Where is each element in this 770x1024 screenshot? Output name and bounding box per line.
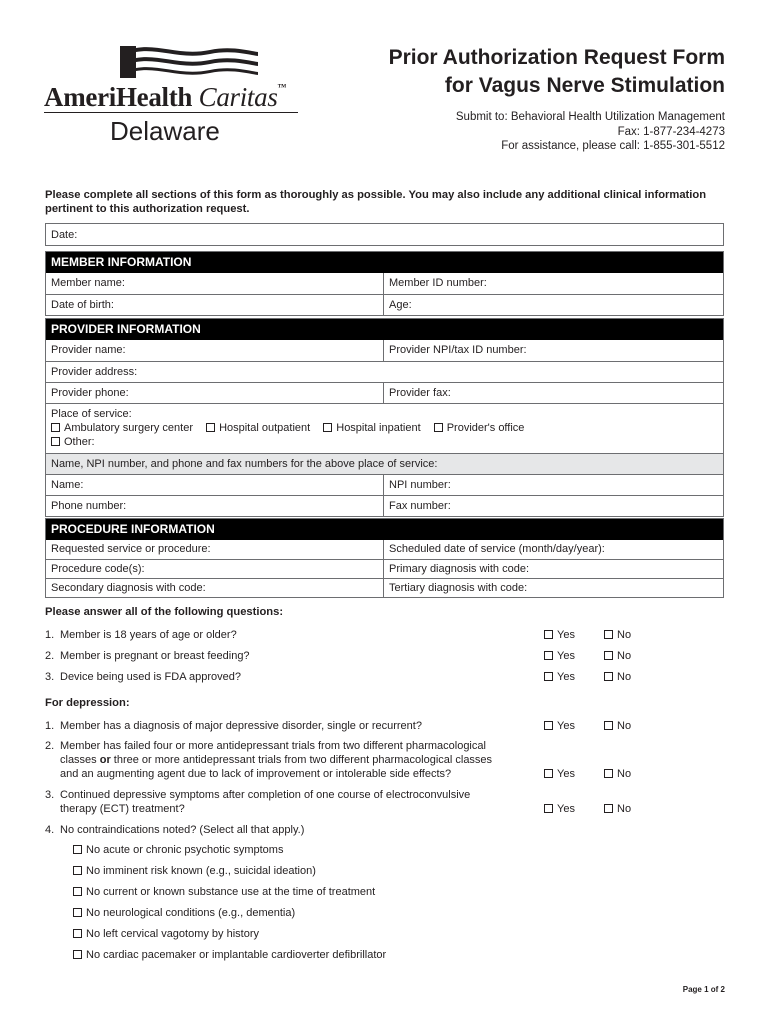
depression-question-1: 1. Member has a diagnosis of major depressive disorder, single or recurrent?: [45, 720, 422, 732]
fax-text: Fax: 1-877-234-4273: [617, 125, 725, 138]
assistance-text: For assistance, please call: 1-855-301-5512: [501, 140, 725, 152]
form-title-line1: Prior Authorization Request Form: [388, 46, 725, 69]
checkbox[interactable]: [73, 866, 82, 875]
contraindication-option[interactable]: No current or known substance use at the time of treatment: [73, 885, 375, 899]
checkbox[interactable]: [51, 437, 60, 446]
place-name-field[interactable]: Name:: [46, 475, 384, 495]
secondary-diagnosis-field[interactable]: Secondary diagnosis with code:: [46, 579, 384, 597]
checkbox[interactable]: [51, 423, 60, 432]
requested-service-field[interactable]: Requested service or procedure:: [46, 540, 384, 559]
submission-info: [389, 110, 725, 154]
member-name-field[interactable]: Member name:: [46, 273, 384, 294]
option-other[interactable]: Other:: [46, 435, 723, 449]
option-hospital-inpatient[interactable]: Hospital inpatient: [323, 421, 420, 435]
contraindication-option[interactable]: No left cervical vagotomy by history: [73, 927, 259, 941]
place-phone-field[interactable]: Phone number:: [46, 496, 384, 516]
checkbox[interactable]: [544, 672, 553, 681]
dep1-no[interactable]: No: [604, 719, 631, 733]
place-npi-field[interactable]: NPI number:: [389, 479, 451, 491]
depression-question-4: 4. No contraindications noted? (Select all that apply.): [45, 824, 305, 836]
checkbox[interactable]: [73, 950, 82, 959]
question-2: 2. Member is pregnant or breast feeding?: [45, 650, 250, 662]
date-field[interactable]: [45, 223, 724, 246]
age-field[interactable]: Age:: [389, 299, 412, 311]
place-details-label: Name, NPI number, and phone and fax numbers for the above place of service:: [51, 458, 438, 470]
dep2-yes[interactable]: Yes: [544, 767, 575, 781]
member-information-section: [45, 251, 724, 316]
form-title-line2: for Vagus Nerve Stimulation: [444, 74, 725, 97]
provider-address-field[interactable]: Provider address:: [51, 366, 138, 378]
q1-no[interactable]: No: [604, 628, 631, 642]
date-label: Date:: [51, 229, 78, 241]
place-of-service-label: Place of service:: [51, 408, 132, 420]
question-1: 1. Member is 18 years of age or older?: [45, 629, 237, 641]
checkbox[interactable]: [604, 804, 613, 813]
provider-name-field[interactable]: Provider name:: [46, 340, 384, 361]
checkbox[interactable]: [73, 929, 82, 938]
q3-no[interactable]: No: [604, 670, 631, 684]
contraindication-option[interactable]: No acute or chronic psychotic symptoms: [73, 843, 283, 857]
tertiary-diagnosis-field[interactable]: Tertiary diagnosis with code:: [389, 582, 528, 594]
intro-instructions: Please complete all sections of this form as thoroughly as possible. You may also include any additional clinical information pertinent to this authorization request.: [45, 189, 707, 215]
contraindication-option[interactable]: No imminent risk known (e.g., suicidal ideation): [73, 864, 316, 878]
option-hospital-outpatient[interactable]: Hospital outpatient: [206, 421, 310, 435]
checkbox[interactable]: [323, 423, 332, 432]
procedure-information-section: [45, 518, 724, 598]
checkbox[interactable]: [604, 672, 613, 681]
provider-phone-field[interactable]: Provider phone:: [46, 383, 384, 403]
checkbox[interactable]: [73, 908, 82, 917]
checkbox[interactable]: [604, 769, 613, 778]
provider-fax-field[interactable]: Provider fax:: [389, 387, 451, 399]
amerihealth-caritas-logo: [44, 44, 306, 148]
scheduled-date-field[interactable]: Scheduled date of service (month/day/year):: [389, 543, 605, 555]
q2-no[interactable]: No: [604, 649, 631, 663]
depression-heading: For depression:: [45, 697, 130, 709]
date-of-birth-field[interactable]: Date of birth:: [46, 295, 384, 315]
depression-question-3: 3. Continued depressive symptoms after completion of one course of electroconvulsive therapy (ECT) treatment?: [45, 789, 471, 815]
q3-yes[interactable]: Yes: [544, 670, 575, 684]
procedure-code-field[interactable]: Procedure code(s):: [46, 560, 384, 578]
checkbox[interactable]: [544, 651, 553, 660]
place-fax-field[interactable]: Fax number:: [389, 500, 451, 512]
procedure-section-heading: PROCEDURE INFORMATION: [46, 519, 723, 540]
checkbox[interactable]: [206, 423, 215, 432]
checkbox[interactable]: [604, 721, 613, 730]
member-id-field[interactable]: Member ID number:: [389, 277, 487, 289]
dep1-yes[interactable]: Yes: [544, 719, 575, 733]
question-3: 3. Device being used is FDA approved?: [45, 671, 241, 683]
submit-to-text: Submit to: Behavioral Health Utilization Management: [455, 111, 725, 123]
provider-npi-field[interactable]: Provider NPI/tax ID number:: [389, 344, 527, 356]
dep3-no[interactable]: No: [604, 802, 631, 816]
logo-divider: [44, 112, 298, 113]
flag-logo-icon: [120, 46, 260, 80]
q1-yes[interactable]: Yes: [544, 628, 575, 642]
option-ambulatory[interactable]: Ambulatory surgery center: [51, 421, 193, 435]
dep3-yes[interactable]: Yes: [544, 802, 575, 816]
checkbox[interactable]: [544, 721, 553, 730]
primary-diagnosis-field[interactable]: Primary diagnosis with code:: [389, 563, 530, 575]
page-number: Page 1 of 2: [682, 985, 725, 994]
place-of-service-field: [46, 403, 723, 453]
checkbox[interactable]: [434, 423, 443, 432]
provider-information-section: [45, 318, 724, 517]
checkbox[interactable]: [604, 651, 613, 660]
provider-section-heading: PROVIDER INFORMATION: [46, 319, 723, 340]
contraindication-option[interactable]: No cardiac pacemaker or implantable cardioverter defibrillator: [73, 948, 386, 962]
checkbox[interactable]: [604, 630, 613, 639]
brand-region: Delaware: [110, 116, 220, 146]
questions-heading: Please answer all of the following questions:: [45, 606, 284, 618]
option-providers-office[interactable]: Provider's office: [434, 421, 525, 435]
title-block: [389, 44, 725, 154]
contraindication-option[interactable]: No neurological conditions (e.g., dementia): [73, 906, 295, 920]
place-of-service-options: [46, 421, 723, 435]
dep2-no[interactable]: No: [604, 767, 631, 781]
depression-question-2: 2. Member has failed four or more antidepressant trials from two different pharmacological classes or three or more antidepressant trials from two different pharmacological classes and an augmenting agent due to lack of improvement or intolerable side effects?: [45, 740, 493, 780]
checkbox[interactable]: [544, 769, 553, 778]
checkbox[interactable]: [73, 845, 82, 854]
member-section-heading: MEMBER INFORMATION: [46, 252, 723, 273]
brand-name: AmeriHealth Caritas™: [44, 82, 287, 112]
checkbox[interactable]: [544, 804, 553, 813]
checkbox[interactable]: [73, 887, 82, 896]
checkbox[interactable]: [544, 630, 553, 639]
q2-yes[interactable]: Yes: [544, 649, 575, 663]
